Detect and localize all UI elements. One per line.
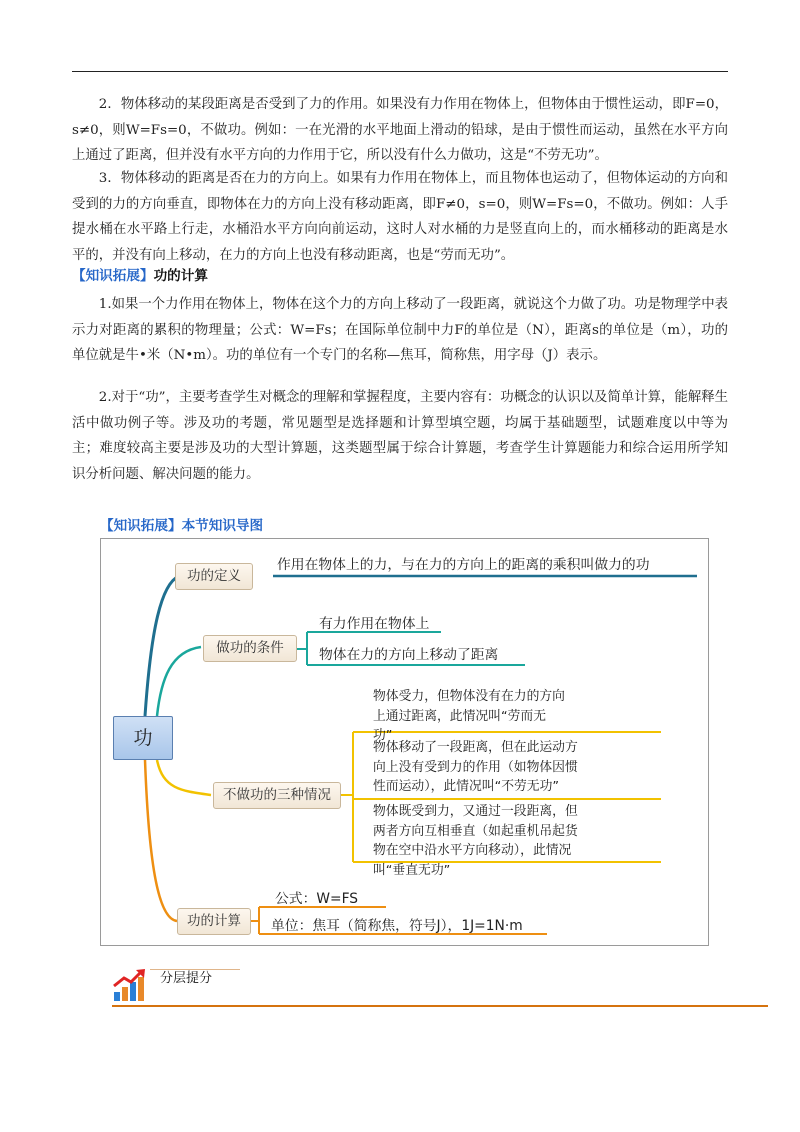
node-calculation: 功的计算: [177, 908, 251, 935]
top-rule: [72, 71, 728, 72]
leaf-no-work-1: 物体受力，但物体没有在力的方向上通过距离，此情况叫“劳而无功”: [373, 689, 565, 743]
paragraph-exam-focus: 2.对于“功”，主要考查学生对概念的理解和掌握程度，主要内容有：功概念的认识以及简单计算，能解释生活中做功例子等。涉及功的考题，常见题型是选择题和计算型填空题，均属于基础题型，试题难度以中等为主；难度较高主要是涉及功的大型计算题，这类题型属于综合计算题，考查学生计算题能力和综合运用所学知识分析问题、解决问题的能力。: [72, 390, 728, 482]
node-conditions: 做功的条件: [203, 635, 297, 662]
heading-work-calculation: [72, 264, 208, 284]
paragraph-perpendicular: 3．物体移动的距离是否在力的方向上。如果有力作用在物体上，而且物体也运动了，但物体运动的方向和受到的力的方向垂直，即物体在力的方向上没有移动距离，即F≠0，s=0，则W=Fs=0，不做功。例如：人手提水桶在水平路上行走，水桶沿水平方向向前运动，这时人对水桶的力是竖直向上的，而水桶移动的距离是水平的，并没有向上移动，在力的方向上也没有移动距离，也是“劳而无功”。: [72, 171, 728, 263]
branch-conditions: [157, 647, 201, 716]
heading-title: 功的计算: [153, 268, 208, 284]
node-definition: 功的定义: [175, 563, 253, 590]
leaf-condition-2: 物体在力的方向上移动了距离: [319, 647, 499, 663]
leaf-condition-1: 有力作用在物体上: [319, 616, 430, 632]
heading-title: 本节知识导图: [181, 518, 264, 534]
paragraph-inertia: 2．物体移动的某段距离是否受到了力的作用。如果没有力作用在物体上，但物体由于惯性运动，即F=0，s≠0，则W=Fs=0，不做功。例如：一在光滑的水平地面上滑动的铅球，是由于惯性而运动，虽然在水平方向上通过了距离，但并没有水平方向的力作用于它，所以没有什么力做功，这是“不劳无功”。: [72, 97, 728, 163]
node-no-work: 不做功的三种情况: [213, 782, 341, 809]
footer-section-title: 分层提分: [160, 971, 213, 986]
heading-mindmap: [100, 514, 263, 534]
mindmap: [100, 538, 709, 946]
heading-bracket: 【知识拓展】: [72, 268, 154, 284]
leaf-definition: 作用在物体上的力，与在力的方向上的距离的乘积叫做力的功: [277, 557, 650, 573]
paragraph-definition: 1.如果一个力作用在物体上，物体在这个力的方向上移动了一段距离，就说这个力做了功。功是物理学中表示力对距离的累积的物理量；公式：W=Fs；在国际单位制中力F的单位是（N），距离s的单位是（m），功的单位就是牛•米（N•m）。功的单位有一个专门的名称—焦耳，简称焦，用字母（J）表示。: [72, 297, 728, 363]
footer-rule: [112, 1005, 768, 1007]
branch-definition: [145, 576, 179, 716]
heading-bracket: 【知识拓展】: [100, 518, 182, 534]
mindmap-root: 功: [113, 716, 173, 760]
leaf-unit: 单位：焦耳（简称焦，符号J），1J=1N·m: [271, 918, 523, 934]
leaf-no-work-2: 物体移动了一段距离，但在此运动方向上没有受到力的作用（如物体因惯性而运动），此情况叫“不劳无功”: [373, 740, 578, 794]
leaf-no-work-3: 物体既受到力，又通过一段距离，但两者方向互相垂直（如起重机吊起货物在空中沿水平方向移动），此情况叫“垂直无功”: [373, 804, 578, 878]
branch-no-work: [157, 760, 211, 795]
leaf-formula: 公式：W=FS: [275, 891, 359, 907]
bar-chart-growth-icon: [112, 968, 148, 1002]
